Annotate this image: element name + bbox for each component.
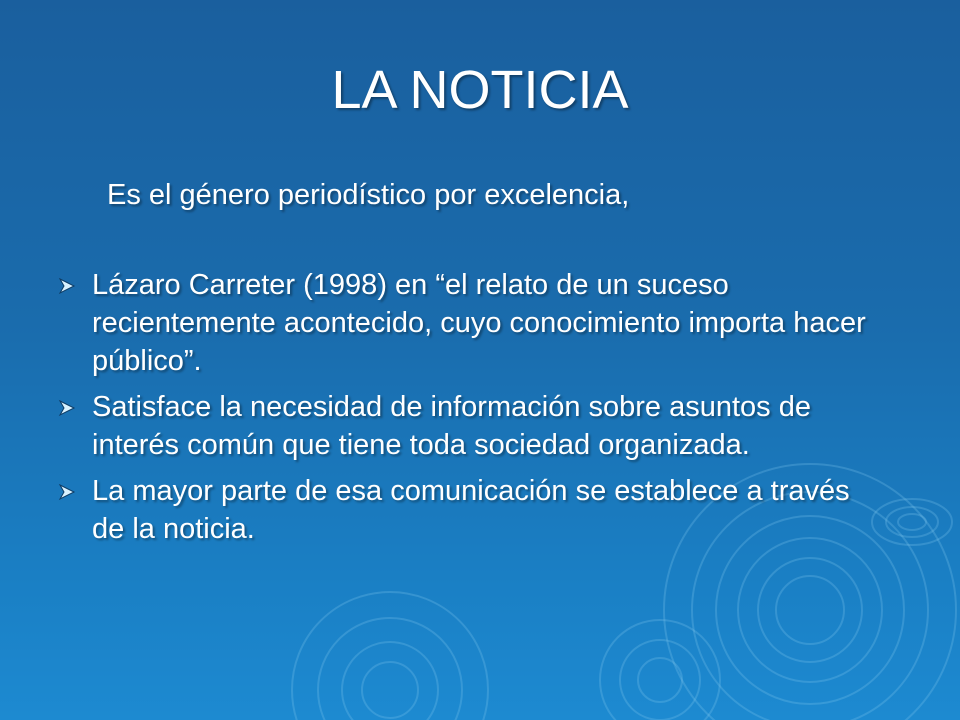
arrow-bullet-icon [58, 483, 76, 501]
bullet-text: Lázaro Carreter (1998) en “el relato de un suceso recientemente acontecido, cuyo conocimiento importa hacer público”. [92, 269, 866, 377]
bullet-text: Satisface la necesidad de información sobre asuntos de interés común que tiene toda sociedad organizada. [92, 391, 811, 461]
slide-title: LA NOTICIA [331, 60, 629, 120]
arrow-bullet-icon [58, 399, 76, 417]
intro-text: Es el género periodístico por excelencia, [107, 179, 630, 211]
list-item [58, 388, 888, 464]
list-item [58, 472, 888, 548]
bullet-list [58, 266, 888, 556]
list-item [58, 266, 888, 380]
bullet-text: La mayor parte de esa comunicación se establece a través de la noticia. [92, 475, 850, 545]
arrow-bullet-icon [58, 277, 76, 295]
